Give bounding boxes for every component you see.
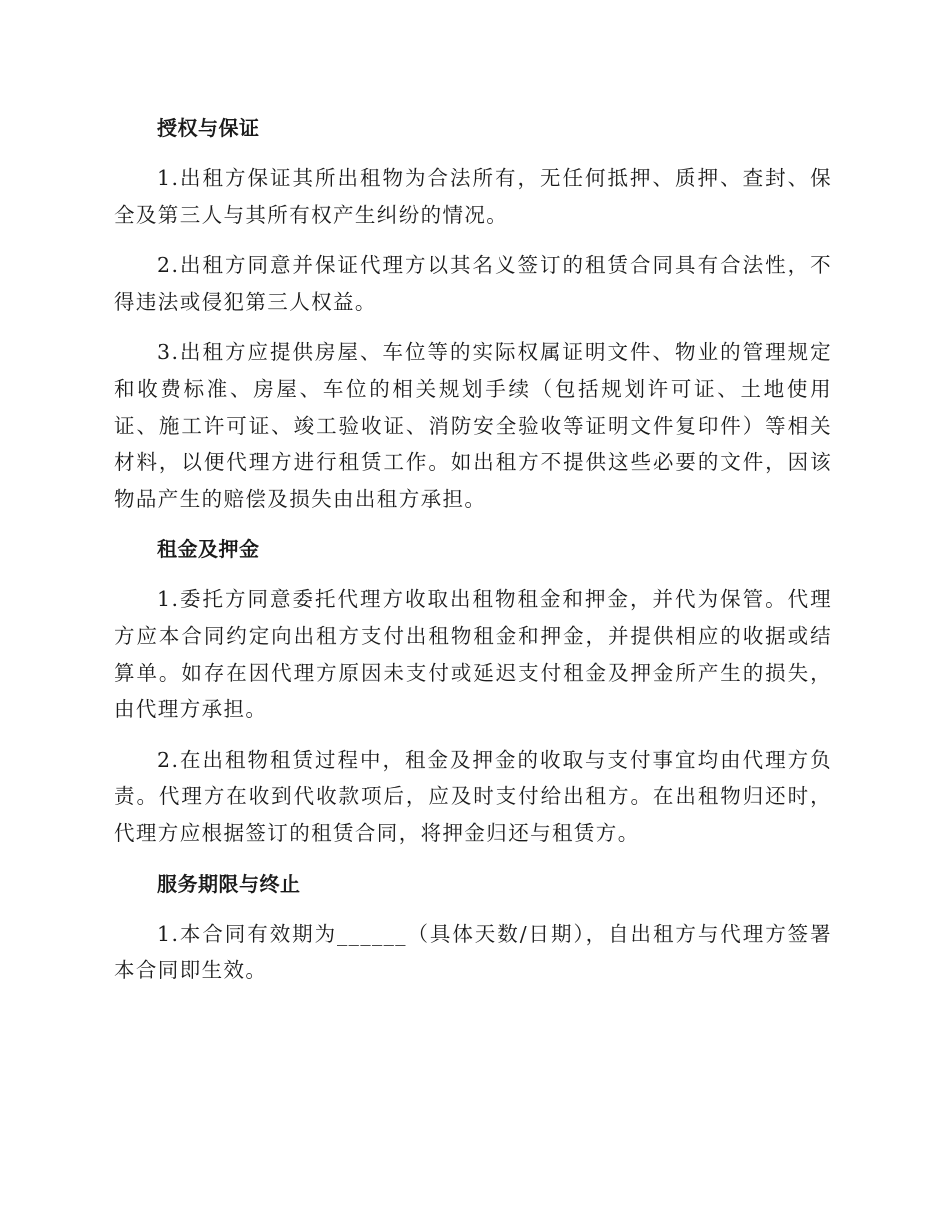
paragraph: 2.出租方同意并保证代理方以其名义签订的租赁合同具有合法性，不得违法或侵犯第三人权益。	[114, 253, 832, 314]
section-heading-term-termination: 服务期限与终止	[157, 871, 301, 896]
section-heading-rent-deposit: 租金及押金	[157, 537, 260, 562]
section-heading-authorization: 授权与保证	[157, 116, 260, 140]
paragraph: 1.委托方同意委托代理方收取出租物租金和押金，并代为保管。代理方应本合同约定向出租方支付出租物租金和押金，并提供相应的收据或结算单。如存在因代理方原因未支付或延迟支付租金及押金所产生的损失，由代理方承担。	[114, 587, 832, 722]
paragraph: 2.在出租物租赁过程中，租金及押金的收取与支付事宜均由代理方负责。代理方在收到代收款项后，应及时支付给出租方。在出租物归还时，代理方应根据签订的租赁合同，将押金归还与租赁方。	[114, 747, 832, 845]
paragraph: 3.出租方应提供房屋、车位等的实际权属证明文件、物业的管理规定和收费标准、房屋、车位的相关规划手续（包括规划许可证、土地使用证、施工许可证、竣工验收证、消防安全验收等证明文件复印件）等相关材料，以便代理方进行租赁工作。如出租方不提供这些必要的文件，因该物品产生的赔偿及损失由出租方承担。	[114, 340, 832, 511]
paragraph: 1.出租方保证其所出租物为合法所有，无任何抵押、质押、查封、保全及第三人与其所有权产生纠纷的情况。	[114, 166, 832, 227]
document-page	[114, 110, 832, 1003]
paragraph: 1.本合同有效期为______（具体天数/日期），自出租方与代理方签署本合同即生效。	[114, 921, 832, 983]
